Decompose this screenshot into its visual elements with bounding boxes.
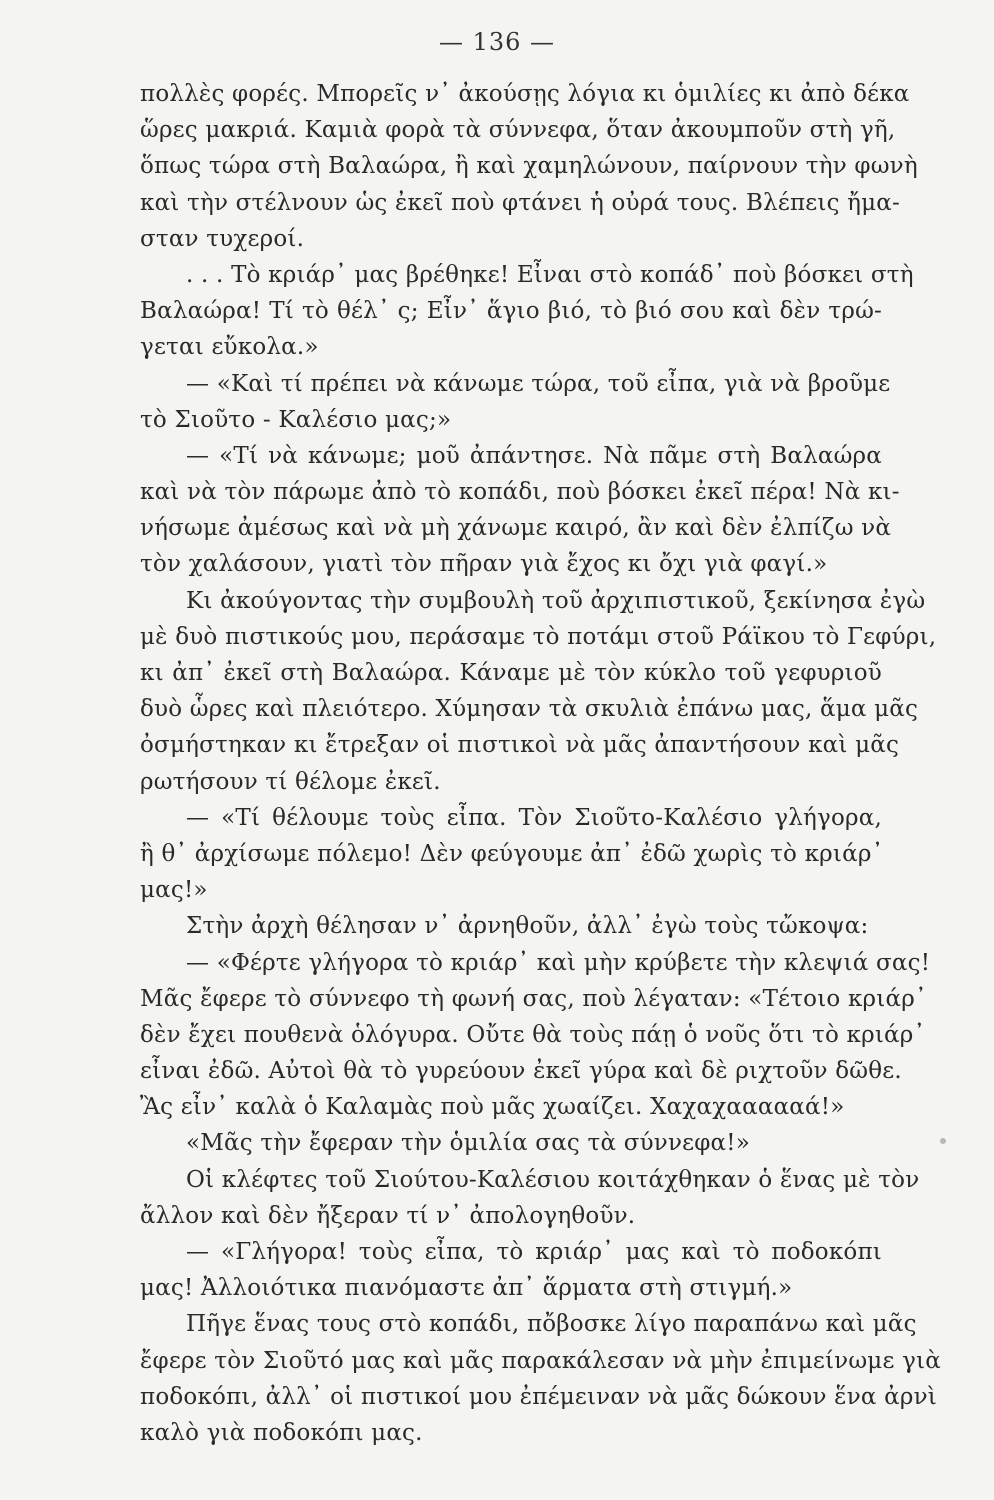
text-line: νήσωμε ἀμέσως καὶ νὰ μὴ χάνωμε καιρό, ἂν καὶ δὲν ἐλπίζω νὰ (140, 515, 892, 542)
page-number: — 136 — (438, 28, 556, 56)
text-line: ἢ θ᾽ ἀρχίσωμε πόλεμο! Δὲν φεύγουμε ἀπ᾽ ἐδῶ χωρὶς τὸ κριάρ᾽ (140, 840, 884, 867)
text-line: . . . Τὸ κριάρ᾽ μας βρέθηκε! Εἶναι στὸ κοπάδ᾽ ποὺ βόσκει στὴ (186, 261, 914, 288)
text-line: μας! Ἀλλοιότικα πιανόμαστε ἀπ᾽ ἅρματα στὴ στιγμή.» (140, 1275, 793, 1302)
text-line: Πῆγε ἕνας τους στὸ κοπάδι, πὄβοσκε λίγο παραπάνω καὶ μᾶς (186, 1311, 917, 1338)
text-line: — «Τί θέλουμε τοὺς εἶπα. Τὸν Σιοῦτο-Καλέσιο γλήγορα, (186, 804, 882, 831)
text-line: μὲ δυὸ πιστικούς μου, περάσαμε τὸ ποτάμι στοῦ Ράϊκου τὸ Γεφύρι, (140, 623, 937, 650)
text-line: ρωτήσουν τί θέλομε ἐκεῖ. (140, 768, 441, 795)
text-line: ἔφερε τὸν Σιοῦτό μας καὶ μᾶς παρακάλεσαν νὰ μὴν ἐπιμείνωμε γιὰ (140, 1347, 941, 1374)
text-line: ὅπως τώρα στὴ Βαλαώρα, ἢ καὶ χαμηλώνουν, παίρνουν τὴν φωνὴ (140, 153, 918, 180)
text-line: τὸ Σιοῦτο - Καλέσιο μας;» (140, 406, 452, 433)
text-line: καλὸ γιὰ ποδοκόπι μας. (140, 1419, 423, 1446)
text-line: σταν τυχεροί. (140, 225, 305, 252)
text-line: Ἂς εἶν᾽ καλὰ ὁ Καλαμὰς ποὺ μᾶς χωαίζει. Χαχαχαααααά!» (140, 1094, 845, 1121)
text-line: Οἱ κλέφτες τοῦ Σιούτου-Καλέσιου κοιτάχθηκαν ὁ ἕνας μὲ τὸν (186, 1166, 920, 1193)
text-line: ποδοκόπι, ἀλλ᾽ οἱ πιστικοί μου ἐπέμειναν νὰ μᾶς δώκουν ἕνα ἀρνὶ (140, 1383, 938, 1410)
text-line: εἶναι ἐδῶ. Αὐτοὶ θὰ τὸ γυρεύουν ἐκεῖ γύρα καὶ δὲ ριχτοῦν δῶθε. (140, 1058, 902, 1085)
text-line: Βαλαώρα! Τί τὸ θέλ᾽ ς; Εἶν᾽ ἅγιο βιό, τὸ βιό σου καὶ δὲν τρώ- (140, 298, 882, 325)
text-line: — «Τί νὰ κάνωμε; μοῦ ἀπάντησε. Νὰ πᾶμε στὴ Βαλαώρα (186, 442, 882, 469)
text-line: κι ἀπ᾽ ἐκεῖ στὴ Βαλαώρα. Κάναμε μὲ τὸν κύκλο τοῦ γεφυριοῦ (140, 660, 882, 686)
text-line: δὲν ἔχει πουθενὰ ὁλόγυρα. Οὔτε θὰ τοὺς πάῃ ὁ νοῦς ὅτι τὸ κριάρ᾽ (140, 1021, 926, 1048)
text-line: Μᾶς ἔφερε τὸ σύννεφο τὴ φωνή σας, ποὺ λέγαταν: «Τέτοιο κριάρ᾽ (140, 985, 927, 1012)
text-line: δυὸ ὧρες καὶ πλειότερο. Χύμησαν τὰ σκυλιὰ ἐπάνω μας, ἅμα μᾶς (140, 696, 919, 723)
text-line: γεται εὔκολα.» (140, 334, 319, 361)
text-line: Κι ἀκούγοντας τὴν συμβουλὴ τοῦ ἀρχιπιστικοῦ, ξεκίνησα ἐγὼ (186, 587, 926, 614)
text-line: ἄλλον καὶ δὲν ἤξεραν τί ν᾽ ἀπολογηθοῦν. (140, 1202, 636, 1229)
text-line: καὶ τὴν στέλνουν ὡς ἐκεῖ ποὺ φτάνει ἡ οὐρά τους. Βλέπεις ἤμα- (140, 189, 901, 216)
text-line: μας!» (140, 877, 208, 904)
text-line: — «Γλήγορα! τοὺς εἶπα, τὸ κριάρ᾽ μας καὶ τὸ ποδοκόπι (186, 1239, 882, 1265)
text-line: ὥρες μακριά. Καμιὰ φορὰ τὰ σύννεφα, ὅταν ἀκουμποῦν στὴ γῆ, (140, 117, 896, 144)
text-line: «Μᾶς τὴν ἔφεραν τὴν ὁμιλία σας τὰ σύννεφα!» (186, 1130, 751, 1157)
text-line: τὸν χαλάσουν, γιατὶ τὸν πῆραν γιὰ ἔχος κι ὄχι γιὰ φαγί.» (140, 551, 828, 578)
text-line: ὀσμήστηκαν κι ἔτρεξαν οἱ πιστικοὶ νὰ μᾶς ἀπαντήσουν καὶ μᾶς (140, 732, 900, 759)
ink-speck (940, 1138, 946, 1144)
text-line: πολλὲς φορές. Μπορεῖς ν᾽ ἀκούσῃς λόγια κι ὁμιλίες κι ἀπὸ δέκα (140, 81, 910, 107)
text-line: καὶ νὰ τὸν πάρωμε ἀπὸ τὸ κοπάδι, ποὺ βόσκει ἐκεῖ πέρα! Νὰ κι- (140, 479, 900, 506)
text-line: — «Καὶ τί πρέπει νὰ κάνωμε τώρα, τοῦ εἶπα, γιὰ νὰ βροῦμε (186, 370, 891, 397)
text-line: Στὴν ἀρχὴ θέλησαν ν᾽ ἀρνηθοῦν, ἀλλ᾽ ἐγὼ τοὺς τὤκοψα: (186, 913, 869, 940)
body-text (140, 76, 941, 1451)
text-line: — «Φέρτε γλήγορα τὸ κριάρ᾽ καὶ μὴν κρύβετε τὴν κλεψιά σας! (186, 949, 931, 976)
